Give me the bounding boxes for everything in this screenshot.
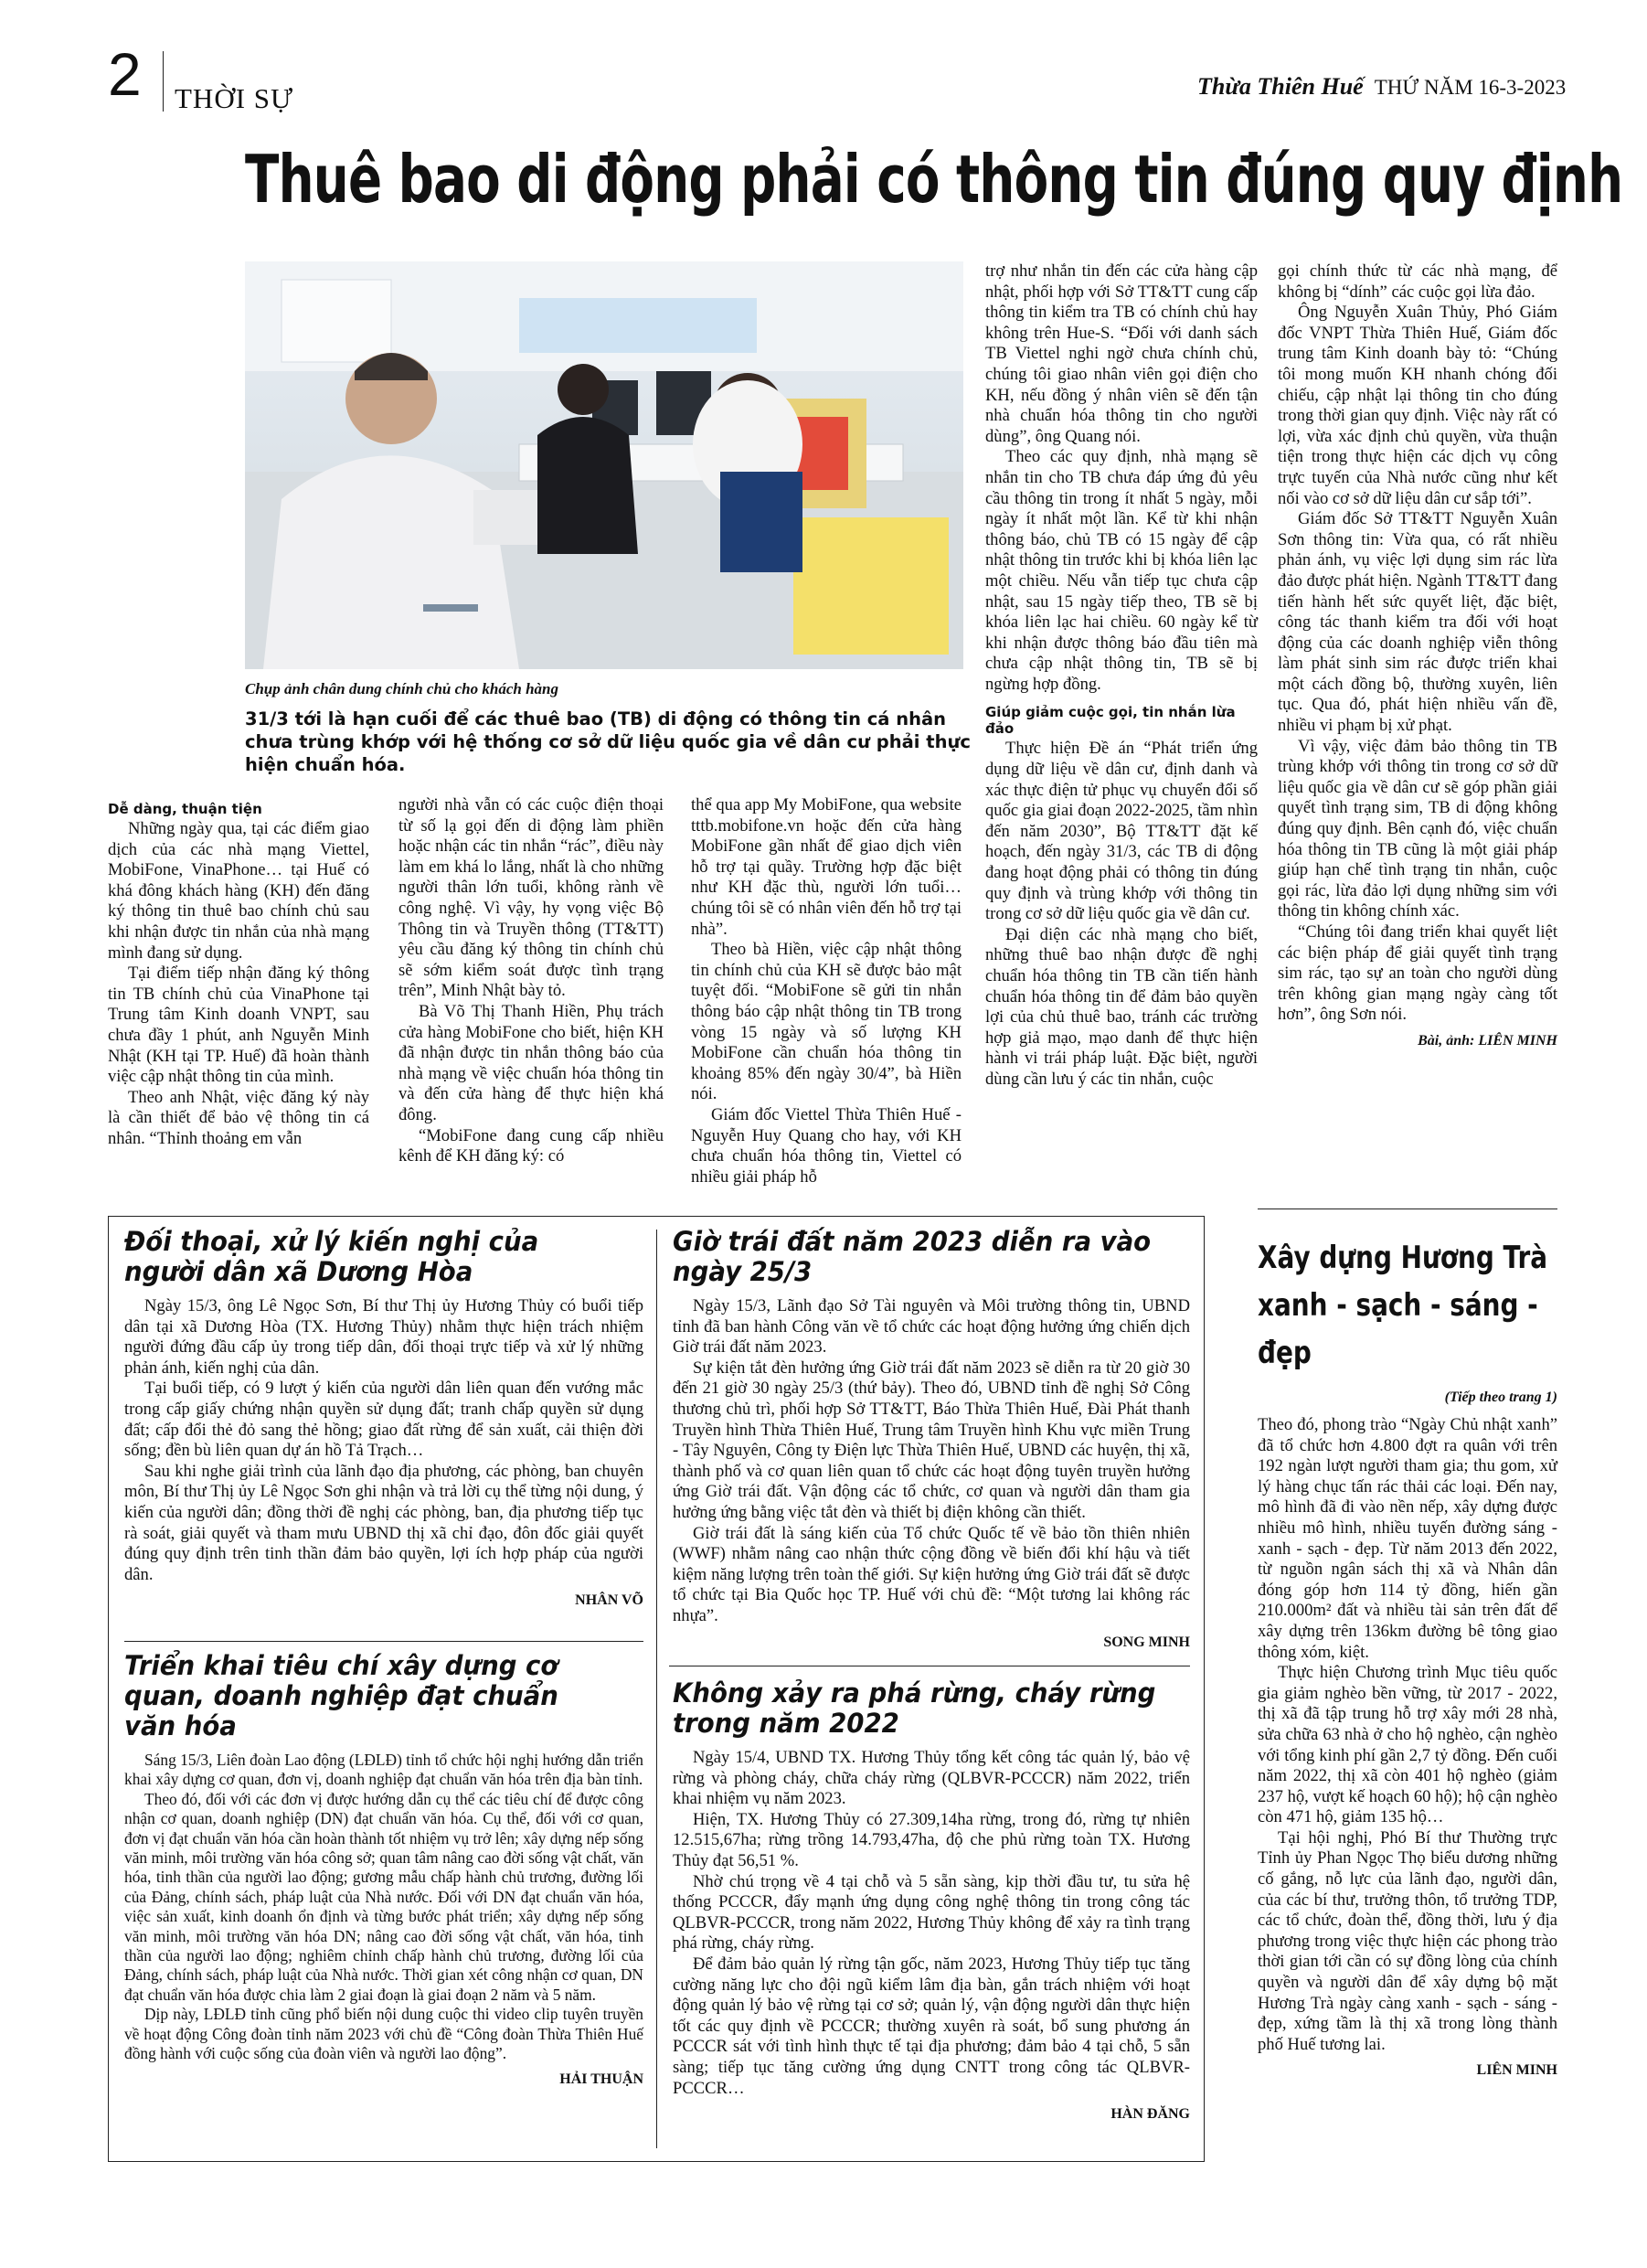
brief-title: Giờ trái đất năm 2023 diễn ra vào ngày 25/3	[673, 1226, 1152, 1287]
paragraph: “Chúng tôi đang triển khai quyết liệt các biện pháp để giải quyết tình trạng sim rác, tạo sự an toàn cho người dùng trên không gian mạng ngày càng tốt hơn”, ông Sơn nói.	[1278, 922, 1557, 1025]
brief-forest	[673, 1678, 1190, 2123]
paragraph: Theo các quy định, nhà mạng sẽ nhắn tin cho TB chưa đáp ứng đủ yêu cầu thông tin trong ít nhất 5 ngày, mỗi ngày ít nhất một lần. Kể từ khi nhận thông báo, chủ TB có 15 ngày để cập nhật thông tin trước khi bị khóa liên lạc một chiều. Nếu vẫn tiếp tục chưa cập nhật, sau 15 ngày tiếp theo, TB sẽ bị khóa liên lạc hai chiều. 60 ngày kể từ khi nhận được thông báo đầu tiên mà chưa cập nhật thông tin, TB sẽ bị ngừng hợp đồng.	[985, 447, 1258, 694]
issue-date: THỨ NĂM 16-3-2023	[1374, 76, 1567, 99]
paragraph: Để đảm bảo quản lý rừng tận gốc, năm 2023, Hương Thủy tiếp tục tăng cường năng lực cho đội ngũ kiểm lâm địa bàn, gắn trách nhiệm với hoạt động quản lý bảo vệ rừng tại cơ sở; quản lý, vận động người dân thực hiện tốt các quy định về PCCCR; thường xuyên rà soát, bổ sung phương án PCCCR sát với tình hình thực tế tại địa phương; đảm bảo 4 tại chỗ, 5 sẵn sàng; tiếp tục tăng cường ứng dụng CNTT trong công tác QLBVR-PCCCR…	[673, 1954, 1190, 2098]
paragraph: Vì vậy, việc đảm bảo thông tin TB trùng khớp với thông tin trong cơ sở dữ liệu quốc gia về dân cư sẽ góp phần giải quyết tình trạng sim, TB di động không đúng quy định. Bên cạnh đó, việc chuẩn hóa thông tin TB cũng là một giải pháp giúp hạn chế tình trạng tin nhắn, cuộc gọi rác, lừa đảo lợi dụng những sim với thông tin không chính xác.	[1278, 736, 1557, 921]
paragraph: Những ngày qua, tại các điểm giao dịch của các nhà mạng Viettel, MobiFone, VinaPhone… tại Huế có khá đông khách hàng (KH) đến đăng ký thông tin thuê bao chính chủ sau khi nhận được tin nhắn của nhà mạng mình đang sử dụng.	[108, 819, 369, 963]
paragraph: Dịp này, LĐLĐ tỉnh cũng phổ biến nội dung cuộc thi video clip tuyên truyền về hoạt động Công đoàn tỉnh năm 2023 với chủ đề “Công đoàn Thừa Thiên Huế đồng hành với cuộc sống của đoàn viên và người lao động”.	[124, 2005, 643, 2063]
paragraph: Thực hiện Chương trình Mục tiêu quốc gia giảm nghèo bền vững, từ 2017 - 2022, thị xã đã tập trung hỗ trợ xây mới 28 nhà, sửa chữa 63 nhà ở cho hộ nghèo, cận nghèo với tổng kinh phí gần 2,7 tỷ đồng. Đến cuối năm 2022, thị xã còn 401 hộ nghèo (giảm 237 hộ, vượt kế hoạch 60 hộ); hộ cận nghèo còn 471 hộ, giảm 135 hộ…	[1258, 1663, 1557, 1827]
paragraph: Sau khi nghe giải trình của lãnh đạo địa phương, các phòng, ban chuyên môn, Bí thư Thị ủy Lê Ngọc Sơn ghi nhận và trả lời cụ thể từng nội dung, ý kiến của người dân; đồng thời đề nghị các phòng, ban, địa phương tiếp tục rà soát, giải quyết và tham mưu UBND thị xã chỉ đạo, đôn đốc giải quyết đúng quy định trên tinh thần đảm bảo quyền, lợi ích hợp pháp của người dân.	[124, 1461, 643, 1584]
paragraph: Theo bà Hiền, việc cập nhật thông tin chính chủ của KH sẽ được bảo mật tuyệt đối. “MobiFone sẽ gửi tin nhắn thông báo cập nhật thông tin TB trong vòng 15 ngày và số lượng KH MobiFone cần chuẩn hóa thông tin khoảng 85% đến ngày 30/4”, bà Hiền nói.	[691, 940, 962, 1104]
brief-title: Không xảy ra phá rừng, cháy rừng trong năm 2022	[673, 1677, 1156, 1739]
paragraph: Ngày 15/3, ông Lê Ngọc Sơn, Bí thư Thị ủy Hương Thủy có buổi tiếp dân tại xã Dương Hòa (TX. Hương Thủy) nhằm thực hiện trách nhiệm người đứng đầu cấp ủy trong tiếp dân, đối thoại trực tiếp và xử lý những phản ánh, kiến nghị của dân.	[124, 1296, 643, 1378]
brief-signature: NHÂN VÕ	[575, 1592, 643, 1609]
paragraph: Ngày 15/3, Lãnh đạo Sở Tài nguyên và Môi trường thông tin, UBND tỉnh đã ban hành Công văn về tổ chức các hoạt động hưởng ứng chiến dịch Giờ trái đất năm 2023.	[673, 1296, 1190, 1358]
brief-signature: SONG MINH	[1103, 1634, 1190, 1650]
brief-dialogue	[124, 1227, 643, 1609]
brief-earth-hour	[673, 1227, 1190, 1651]
brief-signature: HÀN ĐĂNG	[1110, 2106, 1190, 2123]
brief-title: Triển khai tiêu chí xây dựng cơ quan, doanh nghiệp đạt chuẩn văn hóa	[124, 1650, 558, 1741]
paragraph: Giám đốc Viettel Thừa Thiên Huế - Nguyễn Huy Quang cho hay, với KH chưa chuẩn hóa thông tin, Viettel có nhiều giải pháp hỗ	[691, 1104, 962, 1187]
article-photo	[245, 261, 963, 669]
continued-note: (Tiếp theo trang 1)	[1444, 1390, 1557, 1405]
column-2	[398, 795, 664, 1167]
brief-culture	[124, 1651, 643, 2088]
subheading-1: Dễ dàng, thuận tiện	[108, 801, 262, 817]
side-article	[1258, 1234, 1557, 2079]
office-scene-illustration	[245, 261, 963, 669]
photo-caption: Chụp ảnh chân dung chính chủ cho khách hàng	[245, 680, 558, 697]
paragraph: trợ như nhắn tin đến các cửa hàng cập nhật, phối hợp với Sở TT&TT cung cấp thông tin kiểm tra TB có chính chủ hay không trên Hue-S. “Đối với danh sách TB Viettel nghi ngờ chưa chính chủ, chúng tôi giao nhân viên gọi điện cho KH, nếu đồng ý nhân viên sẽ đến tận nhà chuẩn hóa thông tin cho người dùng”, ông Quang nói.	[985, 261, 1258, 446]
subheading-2: Giúp giảm cuộc gọi, tin nhắn lừa đảo	[985, 704, 1236, 738]
paragraph: gọi chính thức từ các nhà mạng, để không bị “dính” các cuộc gọi lừa đảo.	[1278, 261, 1557, 302]
paragraph: Tại điểm tiếp nhận đăng ký thông tin TB chính chủ của VinaPhone tại Trung tâm Kinh doanh VNPT, sau chưa đầy 1 phút, anh Nguyễn Minh Nhật (KH tại TP. Huế) đã hoàn thành việc cập nhật thông tin của mình.	[108, 964, 369, 1087]
article-signature: Bài, ảnh: LIÊN MINH	[1418, 1032, 1557, 1049]
paragraph: Tại hội nghị, Phó Bí thư Thường trực Tỉnh ủy Phan Ngọc Thọ biểu dương những cố gắng, nỗ lực của lãnh đạo, người dân, của các bí thư, trưởng thôn, tổ trưởng TDP, các tổ chức, đoàn thể, đồng thời, lưu ý địa phương trong việc thực hiện các phong trào thời gian tới cần có sự đồng lòng của chính quyền và người dân để xây dựng bộ mặt Hương Trà ngày càng xanh - sạch - sáng - đẹp, xứng tầm là thị xã trong lòng thành phố Huế tương lai.	[1258, 1827, 1557, 2054]
paragraph: Bà Võ Thị Thanh Hiền, Phụ trách cửa hàng MobiFone cho biết, hiện KH đã nhận được tin nhắn thông báo của nhà mạng về việc chuẩn hóa thông tin và đến cửa hàng để thực hiện khá đông.	[398, 1001, 664, 1124]
main-headline: Thuê bao di động phải có thông tin đúng quy định	[245, 141, 1623, 218]
paragraph: Sáng 15/3, Liên đoàn Lao động (LĐLĐ) tỉnh tổ chức hội nghị hướng dẫn triển khai xây dựng cơ quan, đơn vị, doanh nghiệp đạt chuẩn văn hóa trên địa bàn tỉnh.	[124, 1751, 643, 1789]
paragraph: Tại buổi tiếp, có 9 lượt ý kiến của người dân liên quan đến vướng mắc trong cấp giấy chứng nhận quyền sử dụng đất; tranh chấp quyền sử dụng đất; cấp đổi thẻ đỏ sang thẻ hồng; giao đất rừng để sản xuất, cải thiện đời sống; đền bù liên quan dự án hồ Tả Trạch…	[124, 1379, 643, 1461]
paragraph: Ngày 15/4, UBND TX. Hương Thủy tổng kết công tác quản lý, bảo vệ rừng và phòng cháy, chữa cháy rừng (QLBVR-PCCCR) năm 2022, triển khai nhiệm vụ năm 2023.	[673, 1748, 1190, 1809]
article-lead: 31/3 tới là hạn cuối để các thuê bao (TB) di động có thông tin cá nhân chưa trùng khớp với hệ thống cơ sở dữ liệu quốc gia về dân cư phải thực hiện chuẩn hóa.	[245, 708, 971, 775]
paragraph: người nhà vẫn có các cuộc điện thoại từ số lạ gọi đến di động làm phiền hoặc nhận các tin nhắn “rác”, điều này làm em khá lo lắng, nhất là cho những người thân lớn tuổi, không rành về công nghệ. Vì vậy, hy vọng việc Bộ Thông tin và Truyền thông (TT&TT) yêu cầu đăng ký thông tin chính chủ sẽ sớm kiểm soát được tình trạng trên”, Minh Nhật bày tỏ.	[398, 795, 664, 1001]
side-title: Xây dựng Hương Trà xanh - sạch - sáng - đẹp	[1258, 1240, 1548, 1371]
brief-signature: HẢI THUẬN	[559, 2071, 643, 2087]
paragraph: Giờ trái đất là sáng kiến của Tổ chức Quốc tế về bảo tồn thiên nhiên (WWF) nhằm nâng cao nhận thức cộng đồng về biến đổi khí hậu và tiết kiệm năng lượng trên toàn thế giới. Sự kiện hưởng ứng Giờ trái đất sẽ được tổ chức tại Bia Quốc học TP. Huế với chủ đề: “Một tương lai không rác nhựa”.	[673, 1523, 1190, 1625]
column-5	[1278, 261, 1557, 1049]
masthead	[1197, 73, 1567, 101]
paragraph: Giám đốc Sở TT&TT Nguyễn Xuân Sơn thông tin: Vừa qua, có rất nhiều phản ánh, vụ việc lợi dụng sim rác lừa đảo được phát hiện. Ngành TT&TT đang tiến hành hết sức quyết liệt, đặc biệt, công tác thanh kiểm tra đối với hoạt động của các doanh nghiệp viễn thông làm phát sinh sim rác được triển khai một cách đồng bộ, thường xuyên, liên tục. Qua đó, phát hiện nhiều vấn đề, nhiều vi phạm bị xử phạt.	[1278, 509, 1557, 736]
paragraph: thể qua app My MobiFone, qua website tttb.mobifone.vn hoặc đến cửa hàng MobiFone gần nhất để giao dịch viên hỗ trợ tại quầy. Trường hợp đặc biệt như KH đặc thù, người lớn tuổi… chúng tôi sẽ có nhân viên đến hỗ trợ tại nhà”.	[691, 795, 962, 939]
side-signature: LIÊN MINH	[1476, 2062, 1557, 2079]
brief-title: Đối thoại, xử lý kiến nghị của người dân xã Dương Hòa	[124, 1226, 539, 1287]
paragraph: Đại diện các nhà mạng cho biết, những thuê bao nhận được đề nghị chuẩn hóa thông tin TB cần tiến hành chuẩn hóa thông tin để đảm bảo quyền lợi của chủ thuê bao, tránh các trường hợp giả mạo, mạo danh để thực hiện hành vi trái pháp luật. Đặc biệt, người dùng cần lưu ý các tin nhắn, cuộc	[985, 924, 1258, 1089]
paragraph: Thực hiện Đề án “Phát triển ứng dụng dữ liệu về dân cư, định danh và xác thực điện tử phục vụ chuyển đổi số quốc gia giai đoạn 2022-2025, tầm nhìn đến năm 2030”, Bộ TT&TT đặt kế hoạch, đến ngày 31/3, các TB di động đang hoạt động phải có thông tin đúng quy định và trùng khớp với thông tin trong cơ sở dữ liệu quốc gia về dân cư.	[985, 739, 1258, 924]
paragraph: Theo anh Nhật, việc đăng ký này là cần thiết để bảo vệ thông tin cá nhân. “Thỉnh thoảng em vẫn	[108, 1087, 369, 1148]
paragraph: Hiện, TX. Hương Thủy có 27.309,14ha rừng, trong đó, rừng tự nhiên 12.515,67ha; rừng trồng 14.793,47ha, độ che phủ rừng toàn TX. Hương Thủy đạt 56,51 %.	[673, 1809, 1190, 1870]
paragraph: “MobiFone đang cung cấp nhiều kênh để KH đăng ký: có	[398, 1125, 664, 1166]
column-4	[985, 261, 1258, 1091]
paragraph: Nhờ chú trọng về 4 tại chỗ và 5 sẵn sàng, kịp thời đầu tư, tu sửa hệ thống PCCCR, đẩy mạnh ứng dụng công nghệ thông tin trong công tác QLBVR-PCCCR, trong năm 2022, Hương Thủy không để xảy ra tình trạng phá rừng, cháy rừng.	[673, 1871, 1190, 1954]
paragraph: Theo đó, đối với các đơn vị được hướng dẫn cụ thể các tiêu chí để được công nhận cơ quan, doanh nghiệp (DN) đạt chuẩn văn hóa. Cụ thể, đối với cơ quan, đơn vị đạt chuẩn văn hóa cần hoàn thành tốt nhiệm vụ trở lên; xây dựng nếp sống văn minh, môi trường văn hóa công sở; quan tâm nâng cao đời sống vật chất, văn hóa, tinh thần của người lao động; gương mẫu chấp hành chủ trương, đường lối của Đảng, chính sách, pháp luật của Nhà nước. Đối với DN đạt chuẩn văn hóa, việc sản xuất, kinh doanh ổn định và từng bước phát triển; xây dựng nếp sống văn minh, môi trường văn hóa DN; nâng cao đời sống vật chất, văn hóa, tinh thần của người lao động; nghiêm chỉnh chấp hành chủ trương, đường lối của Đảng, chính sách, pháp luật của Nhà nước. Thời gian xét công nhận cơ quan, DN đạt chuẩn văn hóa được chia làm 2 giai đoạn là giai đoạn 2 năm và 5 năm.	[124, 1789, 643, 2004]
column-3	[691, 795, 962, 1187]
newspaper-name: Thừa Thiên Huế	[1197, 73, 1364, 100]
page-number: 2	[108, 40, 142, 108]
paragraph: Sự kiện tắt đèn hưởng ứng Giờ trái đất năm 2023 sẽ diễn ra từ 20 giờ 30 đến 21 giờ 30 ngày 25/3 (thứ bảy). Theo đó, UBND tỉnh đề nghị Sở Công thương chủ trì, phối hợp Sở TT&TT, Báo Thừa Thiên Huế, Đài Phát thanh Truyền hình Thừa Thiên Huế, Trung tâm Truyền hình Khu vực miền Trung - Tây Nguyên, Công ty Điện lực Thừa Thiên Huế, UBND các huyện, thị xã, thành phố và cơ quan liên quan tổ chức các hoạt động tuyên truyền hưởng ứng Giờ trái đất. Vận động các tổ chức, cơ quan và người dân tham gia hưởng ứng bằng việc tắt đèn và thiết bị điện không cần thiết.	[673, 1358, 1190, 1522]
column-1	[108, 797, 369, 1150]
paragraph: Ông Nguyễn Xuân Thủy, Phó Giám đốc VNPT Thừa Thiên Huế, Giám đốc trung tâm Kinh doanh bày tỏ: “Chúng tôi mong muốn KH nhanh chóng đối chiếu, cập nhật lại thông tin cho đúng trong thời gian quy định. Việc này rất có lợi, vừa xác định chủ quyền, vừa thuận tiện trong thực hiện các dịch vụ công trực tuyến của Nhà nước cũng như kết nối vào cơ sở dữ liệu dân cư sắp tới”.	[1278, 303, 1557, 508]
paragraph: Theo đó, phong trào “Ngày Chủ nhật xanh” đã tổ chức hơn 4.800 đợt ra quân với trên 192 ngàn lượt người tham gia; thu gom, xử lý hàng chục tấn rác thải các loại. Đến nay, mô hình đã đi vào nền nếp, xây dựng được nhiều mô hình, nhiều tuyến đường sáng - xanh - sạch - đẹp. Từ năm 2013 đến 2022, từ nguồn ngân sách thị xã và Nhân dân đóng góp hơn 114 tỷ đồng, hiến gần 210.000m² đất và nhiều tài sản trên đất để xây dựng trên 136km đường bê tông giao thông xóm, kiệt.	[1258, 1415, 1557, 1662]
section-label: THỜI SỰ	[175, 82, 294, 114]
